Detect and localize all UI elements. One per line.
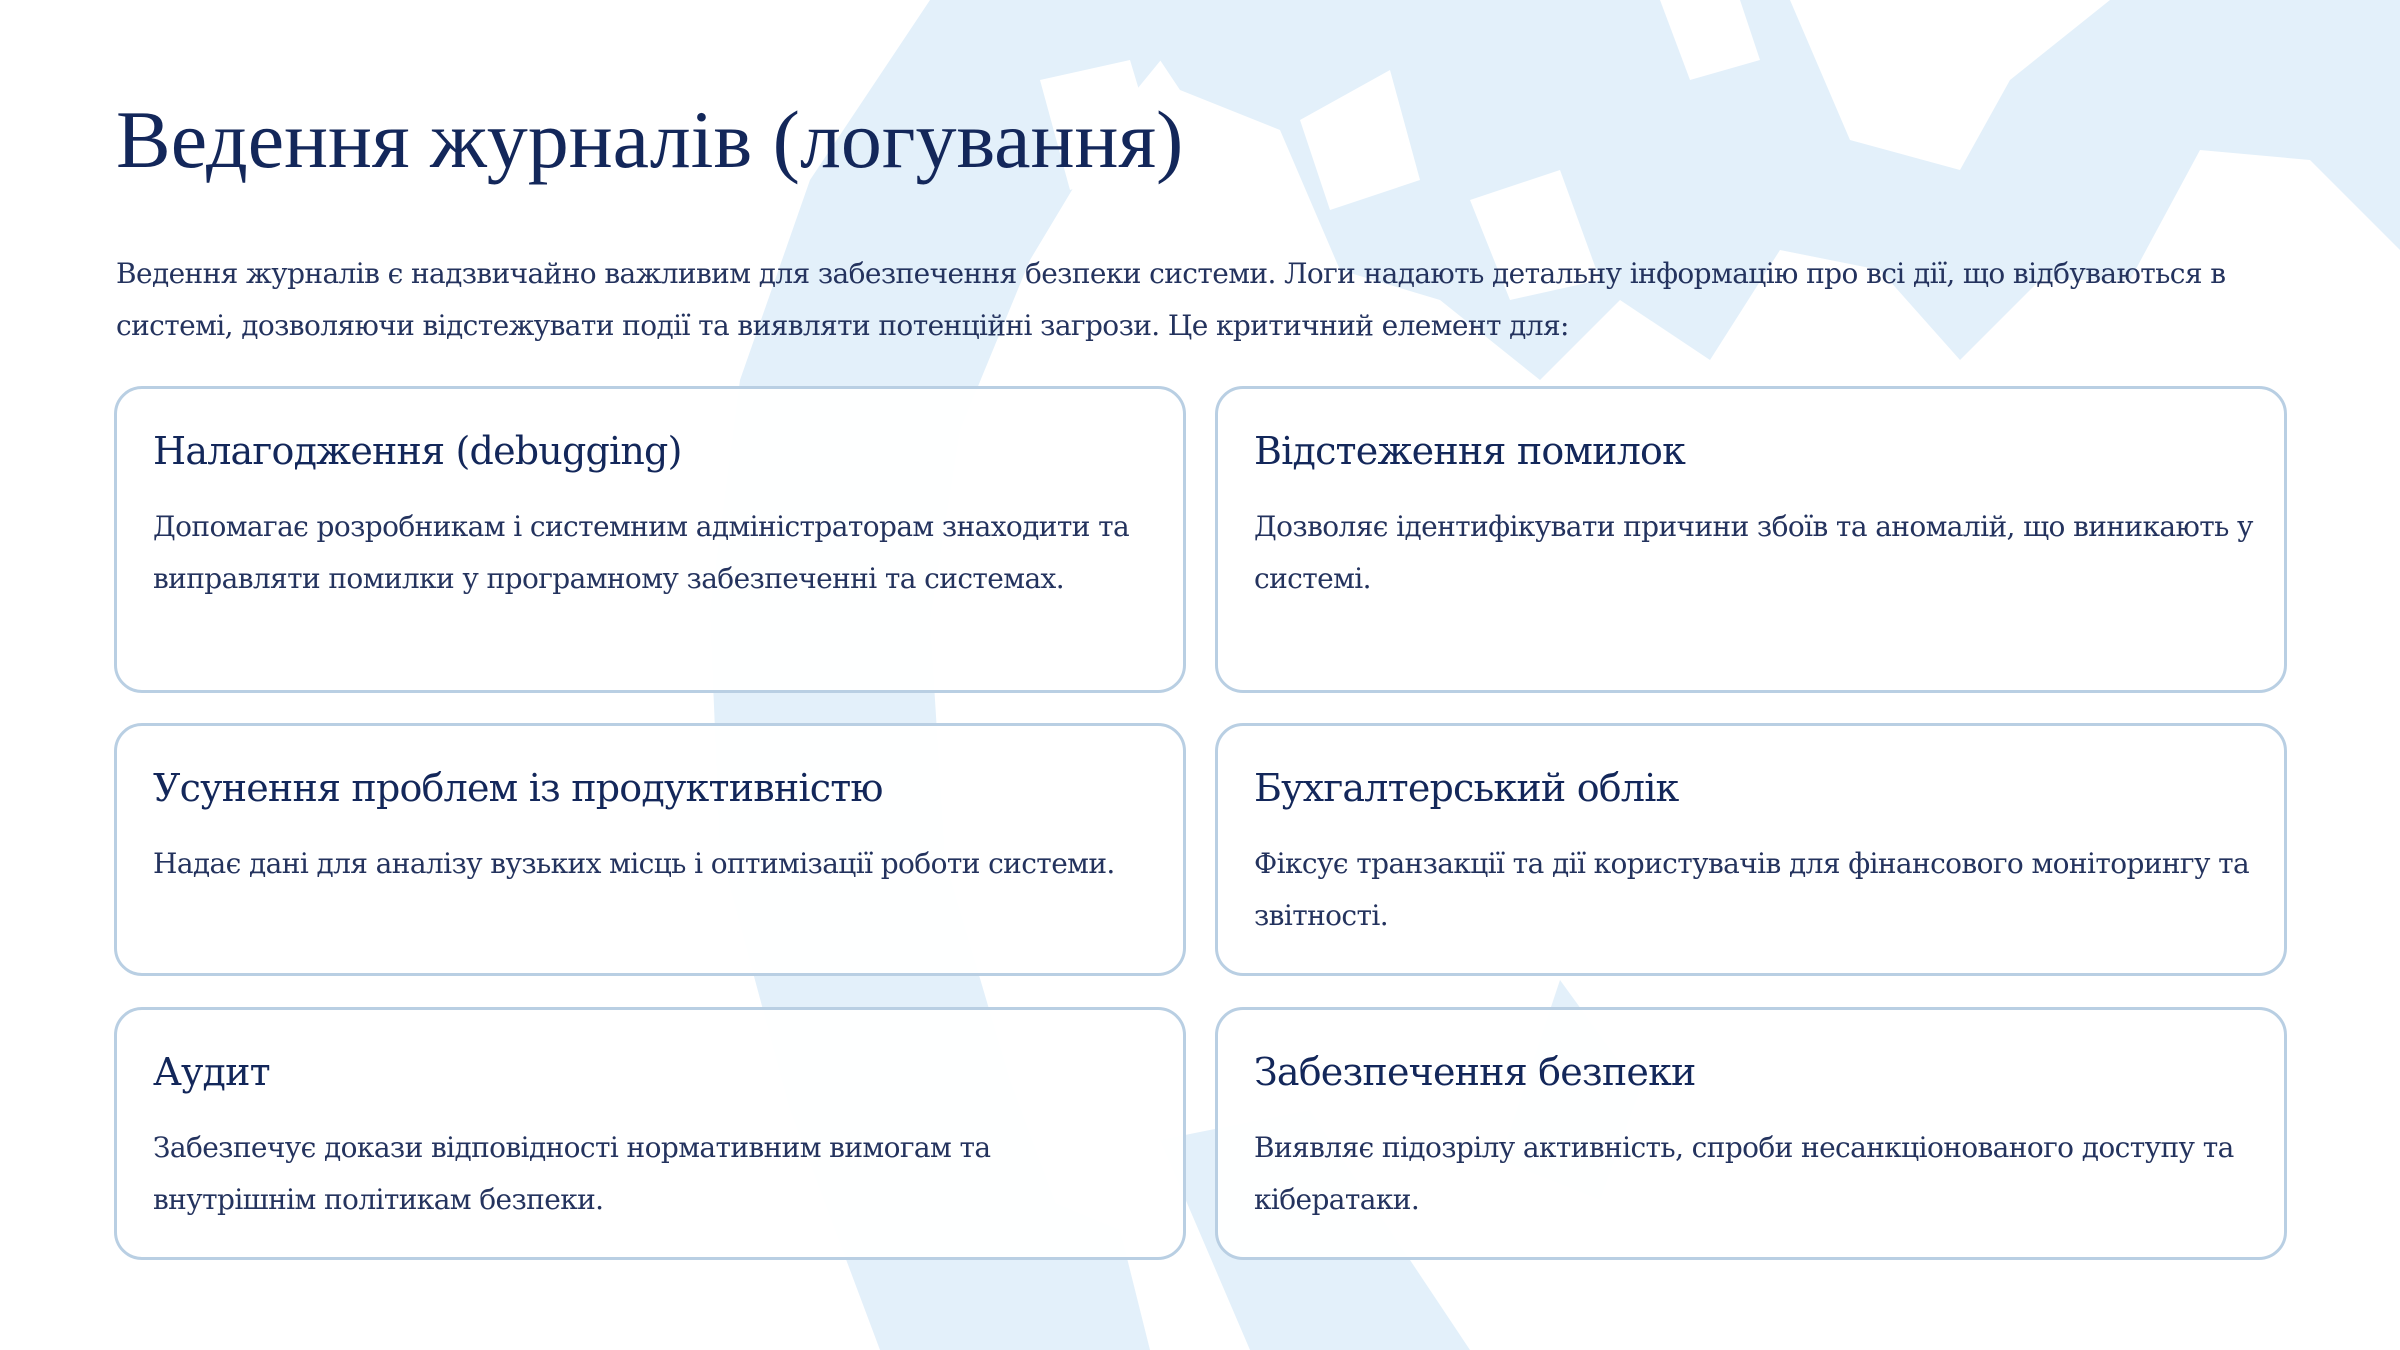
card-title: Бухгалтерський облік (1254, 766, 1679, 810)
card-audit (114, 1007, 1186, 1260)
card-security (1215, 1007, 2287, 1260)
card-description: Допомагає розробникам і системним адміністраторам знаходити та виправляти помилки у програмному забезпеченні та системах. (153, 510, 1130, 595)
card-error-tracking (1215, 386, 2287, 693)
card-description: Фіксує транзакції та дії користувачів для фінансового моніторингу та звітності. (1254, 847, 2250, 932)
card-description: Надає дані для аналізу вузьких місць і оптимізації роботи системи. (153, 847, 1115, 880)
card-title: Забезпечення безпеки (1254, 1050, 1696, 1094)
card-title: Відстеження помилок (1254, 429, 1686, 473)
card-description: Забезпечує докази відповідності нормативним вимогам та внутрішнім політикам безпеки. (153, 1131, 991, 1216)
card-accounting (1215, 723, 2287, 976)
card-title: Аудит (153, 1050, 270, 1094)
card-debugging (114, 386, 1186, 693)
card-performance (114, 723, 1186, 976)
card-title: Налагодження (debugging) (153, 429, 682, 473)
card-description: Дозволяє ідентифікувати причини збоїв та аномалій, що виникають у системі. (1254, 510, 2253, 595)
card-description: Виявляє підозрілу активність, спроби несанкціонованого доступу та кібератаки. (1254, 1131, 2234, 1216)
card-title: Усунення проблем із продуктивністю (153, 766, 883, 810)
page-title: Ведення журналів (логування) (116, 94, 1184, 185)
intro-paragraph: Ведення журналів є надзвичайно важливим для забезпечення безпеки системи. Логи надають детальну інформацію про всі дії, що відбуваються в системі, дозволяючи відстежувати події та виявляти потенційні загрози. Це критичний елемент для: (116, 257, 2226, 342)
